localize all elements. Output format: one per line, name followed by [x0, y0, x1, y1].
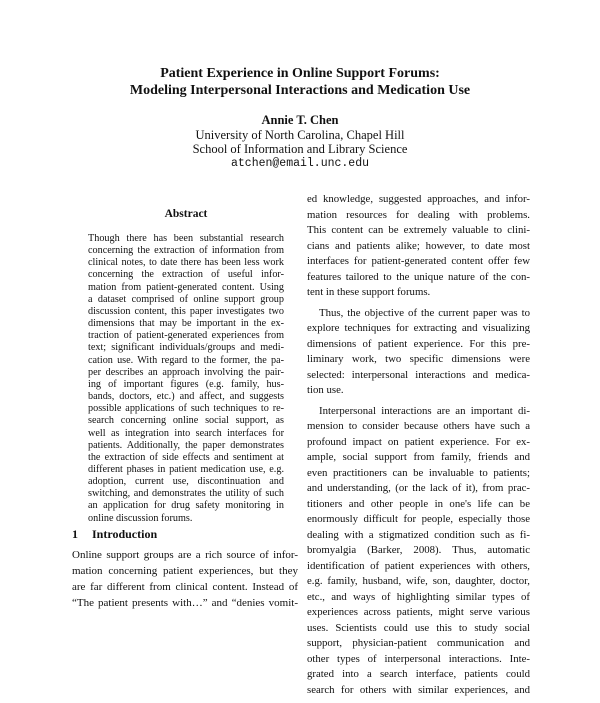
text-line: traction of patient-generated experiences from — [88, 330, 284, 342]
text-line: search concerning online social support, as — [88, 415, 284, 427]
text-line: Thus, the objective of the current paper was to — [319, 306, 530, 319]
text-line: uses. Scientists could use this to study social — [307, 621, 530, 634]
author-affiliation: School of Information and Library Science — [192, 142, 408, 156]
text-line: features tailored to the unique nature of the con- — [307, 270, 530, 283]
abstract-heading: Abstract — [164, 208, 208, 220]
text-line: This content can be extremely valuable to clini- — [307, 224, 530, 236]
text-line: dimensions that may be important in the ex- — [88, 318, 284, 330]
text-line: ing of important figures (e.g. family, hus- — [88, 378, 284, 390]
text-line: mation from patient-generated content. Using — [88, 281, 284, 293]
text-line: different phases in patient medication use, e.g. — [88, 463, 284, 475]
paper-title — [60, 65, 540, 99]
text-line: cation use. With regard to the former, the pa- — [88, 354, 284, 366]
text-line: other types of interpersonal interactions. Inte- — [307, 652, 530, 665]
title-line: Patient Experience in Online Support Forums: — [160, 66, 440, 81]
author-affiliation: University of North Carolina, Chapel Hill — [195, 127, 405, 142]
text-line: are far different from clinical content. Instead of — [72, 581, 298, 593]
text-line: ed knowledge, suggested approaches, and infor- — [307, 193, 530, 205]
text-line: profound impact on patient experience. For ex- — [307, 435, 530, 448]
text-line: Interpersonal interactions are an important di- — [319, 404, 530, 417]
paragraph — [307, 404, 530, 699]
text-line: clinical notes, to date there has been less work — [88, 257, 284, 269]
text-line: mation resources for dealing with problems. — [307, 208, 530, 221]
section-number: 1 — [72, 527, 78, 541]
abstract-body — [88, 233, 284, 525]
text-line: support, physician-patient communication and — [307, 637, 530, 649]
text-line: dimensions of patient experience. For this pre- — [307, 337, 530, 350]
text-line: even practitioners can be invaluable to patients; — [307, 466, 530, 479]
text-line: concerning the extraction of information from — [88, 245, 284, 257]
text-line: per describes an approach involving the pair- — [88, 366, 284, 378]
text-line: identification of patient experiences with others, — [307, 559, 530, 572]
text-line: titioners and other people in one's life can be — [307, 497, 530, 510]
text-line: and understanding, (or the lack of it), from prac- — [307, 482, 530, 494]
text-line: adoption, current use, discontinuation and — [88, 476, 284, 488]
paragraph — [307, 306, 530, 399]
section-title: Introduction — [92, 527, 158, 541]
text-line: liminary work, two specific dimensions were — [307, 353, 530, 365]
text-line: bands, doctors, etc.) and affect, and suggests — [88, 391, 284, 403]
text-line: discussion content, this paper investigates two — [88, 305, 284, 317]
text-line: dealing with a stigmatized condition such as fi- — [307, 528, 530, 541]
text-line: the extraction of side effects and sentiment at — [88, 451, 284, 463]
text-line: online discussion forums. — [88, 512, 193, 524]
text-line: explore techniques for extracting and visualizing — [307, 322, 530, 334]
text-line: tent in these support forums. — [307, 286, 431, 298]
author-name: Annie T. Chen — [261, 113, 339, 127]
text-line: switching, and demonstrates the utility of such — [88, 488, 284, 500]
text-line: concerning the extraction of useful infor- — [88, 269, 284, 281]
section-heading — [72, 527, 302, 542]
text-line: e.g. family, husband, wife, son, daughter, doctor, — [307, 575, 530, 587]
text-line: search for others with similar experiences, and — [307, 683, 530, 696]
text-line: Online support groups are a rich source of infor- — [72, 549, 298, 561]
text-line: patients. Additionally, the paper demonstrates — [88, 439, 284, 451]
text-line: “The patient presents with…” and “denies vomit- — [72, 597, 298, 609]
text-line: bromyalgia (Barker, 2008). Thus, automatic — [307, 544, 530, 556]
author-block — [60, 113, 540, 171]
text-line: selected: interpersonal interactions and medica- — [307, 368, 530, 381]
right-column-body — [307, 192, 530, 703]
text-line: enormously difficult for people, especially those — [307, 513, 530, 525]
author-email: atchen@email.unc.edu — [230, 156, 370, 170]
text-line: ample, social support from family, friends and — [307, 451, 530, 463]
introduction-body — [72, 547, 298, 611]
title-line: Modeling Interpersonal Interactions and Medication Use — [129, 83, 471, 98]
text-line: a dataset comprised of online support group — [88, 293, 284, 305]
paragraph — [307, 192, 530, 301]
text-line: mension to consider because others have such a — [307, 420, 530, 432]
text-line: well as integration into search interfaces for — [88, 427, 284, 439]
text-line: etc., and ways of highlighting similar types of — [307, 590, 530, 603]
text-line: mation concerning patient experiences, but they — [72, 565, 298, 577]
text-line: experiences across patients, might serve various — [307, 606, 530, 618]
text-line: text; significant individuals/groups and medi- — [88, 342, 284, 354]
text-line: grated into a search interface, patients could — [307, 668, 530, 680]
text-line: an application for drug safety monitoring in — [88, 500, 284, 512]
text-line: possible applications of such techniques to re- — [88, 403, 284, 415]
text-line: interfaces for patient-generated content offer few — [307, 255, 530, 267]
text-line: Though there has been substantial research — [88, 233, 284, 244]
text-line: tion use. — [307, 384, 344, 396]
text-line: cians and patients alike; however, to date most — [307, 239, 530, 252]
